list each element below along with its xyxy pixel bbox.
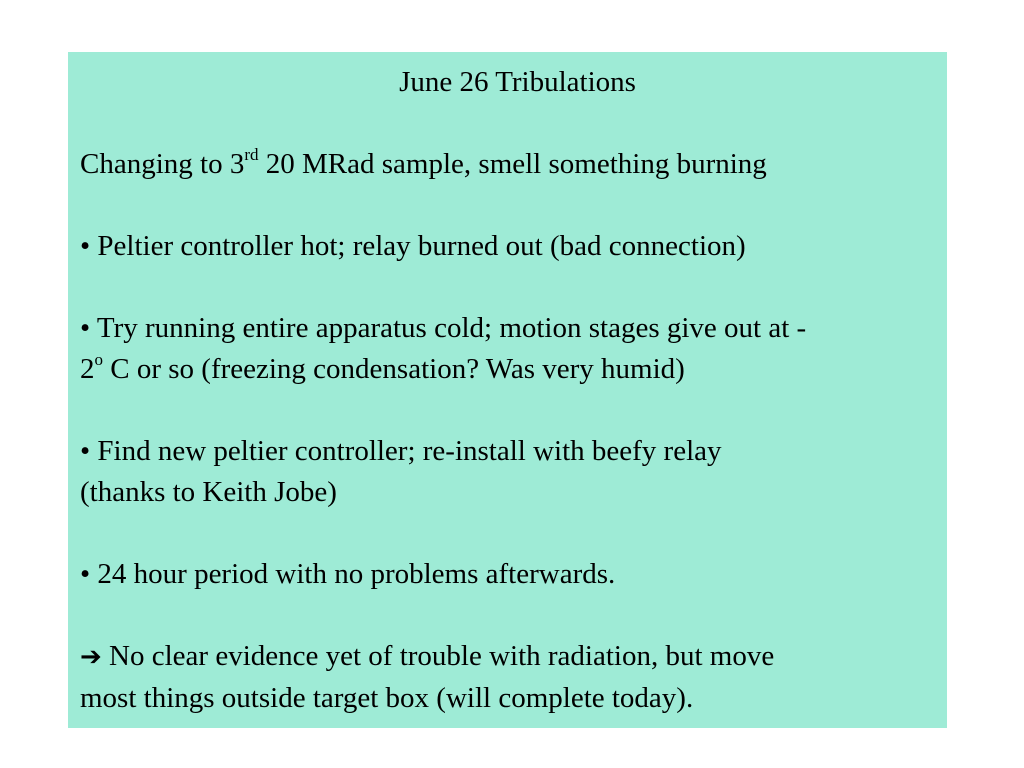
spacer xyxy=(80,103,935,144)
conclusion-text-line1: No clear evidence yet of trouble with radiation, but move xyxy=(101,640,775,672)
slide-text-box xyxy=(68,52,947,728)
degree-superscript: o xyxy=(94,350,103,370)
bullet-item-1 xyxy=(80,226,935,267)
intro-text-end: 20 MRad sample, smell something burning xyxy=(258,148,767,180)
spacer xyxy=(80,185,935,226)
spacer xyxy=(80,390,935,431)
bullet-text: 24 hour period with no problems afterwards. xyxy=(90,558,616,590)
arrow-right-icon: ➔ xyxy=(80,642,102,672)
conclusion xyxy=(80,636,935,719)
conclusion-text-line2: most things outside target box (will complete today). xyxy=(80,682,694,714)
bullet-item-2 xyxy=(80,308,935,390)
intro-text-start: Changing to 3 xyxy=(80,148,245,180)
spacer xyxy=(80,513,935,554)
spacer xyxy=(80,267,935,308)
bullet-marker: • xyxy=(80,558,91,590)
bullet-text-line1: Try running entire apparatus cold; motion stages give out at - xyxy=(90,312,807,344)
bullet-text-line2-end: C or so (freezing condensation? Was very humid) xyxy=(103,353,685,385)
slide-title: June 26 Tribulations xyxy=(399,66,636,98)
bullet-marker: • xyxy=(80,435,91,467)
intro-line xyxy=(80,144,935,185)
bullet-text-line2: (thanks to Keith Jobe) xyxy=(80,476,337,508)
bullet-text-line2-start: 2 xyxy=(80,353,95,385)
bullet-text-line1: Find new peltier controller; re-install with beefy relay xyxy=(90,435,722,467)
bullet-text: Peltier controller hot; relay burned out (bad connection) xyxy=(90,230,746,262)
bullet-marker: • xyxy=(80,230,91,262)
intro-superscript: rd xyxy=(244,145,259,165)
bullet-marker: • xyxy=(80,312,91,344)
bullet-item-4 xyxy=(80,554,935,595)
spacer xyxy=(80,595,935,636)
bullet-item-3 xyxy=(80,431,935,513)
